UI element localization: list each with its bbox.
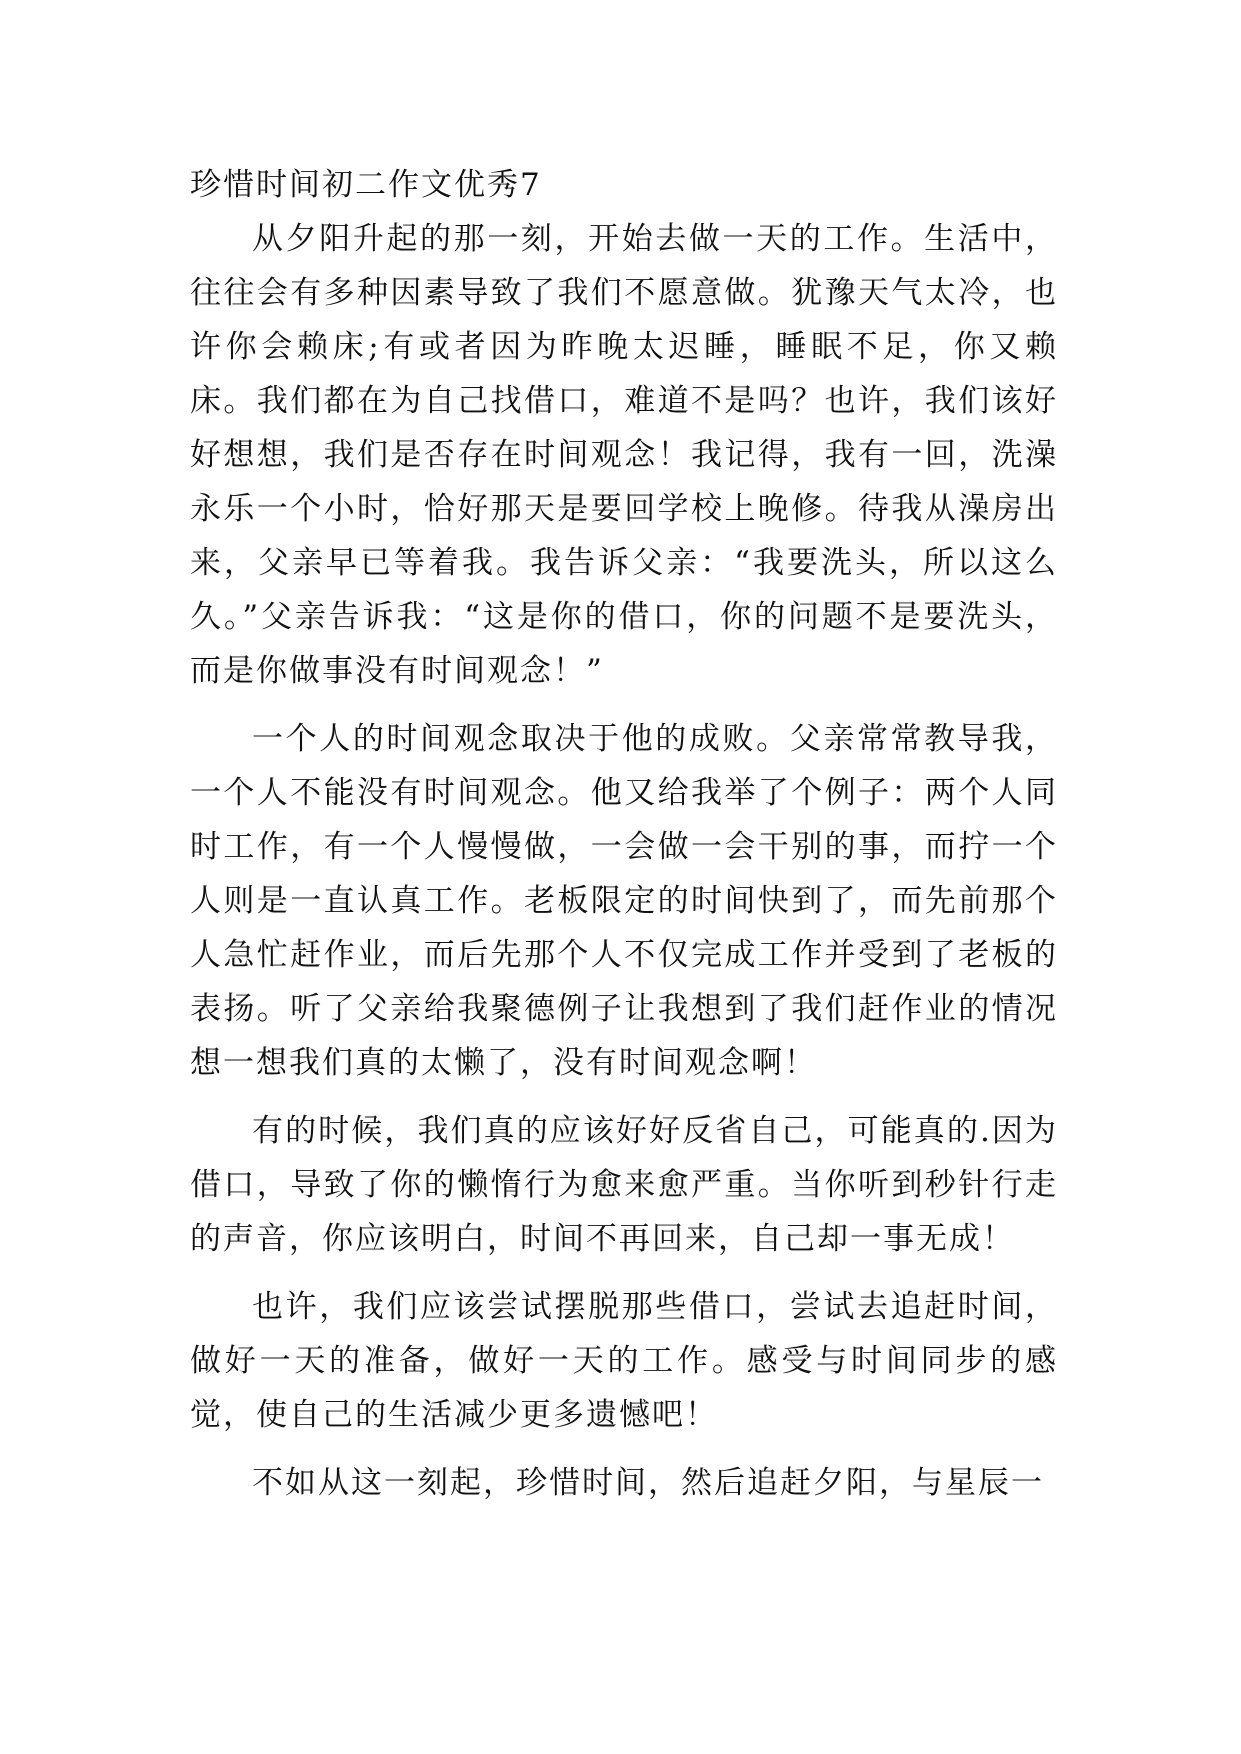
document-title: 珍惜时间初二作文优秀7	[190, 167, 542, 203]
paragraph-1: 从夕阳升起的那一刻，开始去做一天的工作。生活中，往往会有多种因素导致了我们不愿意做。犹豫天气太冷，也许你会赖床;有或者因为昨晚太迟睡，睡眠不足，你又赖床。我们都在为自己找借口，难道不是吗？也许，我们该好好想想，我们是否存在时间观念！我记得，我有一回，洗澡永乐一个小时，恰好那天是要回学校上晚修。待我从澡房出来，父亲早已等着我。我告诉父亲：“我要洗头，所以这么久。”父亲告诉我：“这是你的借口，你的问题不是要洗头，而是你做事没有时间观念！”	[190, 221, 1058, 689]
paragraph-3: 有的时候，我们真的应该好好反省自己，可能真的.因为借口，导致了你的懒惰行为愈来愈严重。当你听到秒针行走的声音，你应该明白，时间不再回来，自己却一事无成！	[190, 1113, 1058, 1257]
paragraph-2: 一个人的时间观念取决于他的成败。父亲常常教导我，一个人不能没有时间观念。他又给我举了个例子：两个人同时工作，有一个人慢慢做，一会做一会干别的事，而拧一个人则是一直认真工作。老板限定的时间快到了，而先前那个人急忙赶作业，而后先那个人不仅完成工作并受到了老板的表扬。听了父亲给我聚德例子让我想到了我们赶作业的情况想一想我们真的太懒了，没有时间观念啊！	[190, 721, 1058, 1081]
paragraph-4: 也许，我们应该尝试摆脱那些借口，尝试去追赶时间，做好一天的准备，做好一天的工作。感受与时间同步的感觉，使自己的生活减少更多遗憾吧！	[190, 1289, 1058, 1433]
paragraph-5: 不如从这一刻起，珍惜时间，然后追赶夕阳，与星辰一	[252, 1465, 1044, 1501]
document-body	[190, 158, 1058, 1524]
